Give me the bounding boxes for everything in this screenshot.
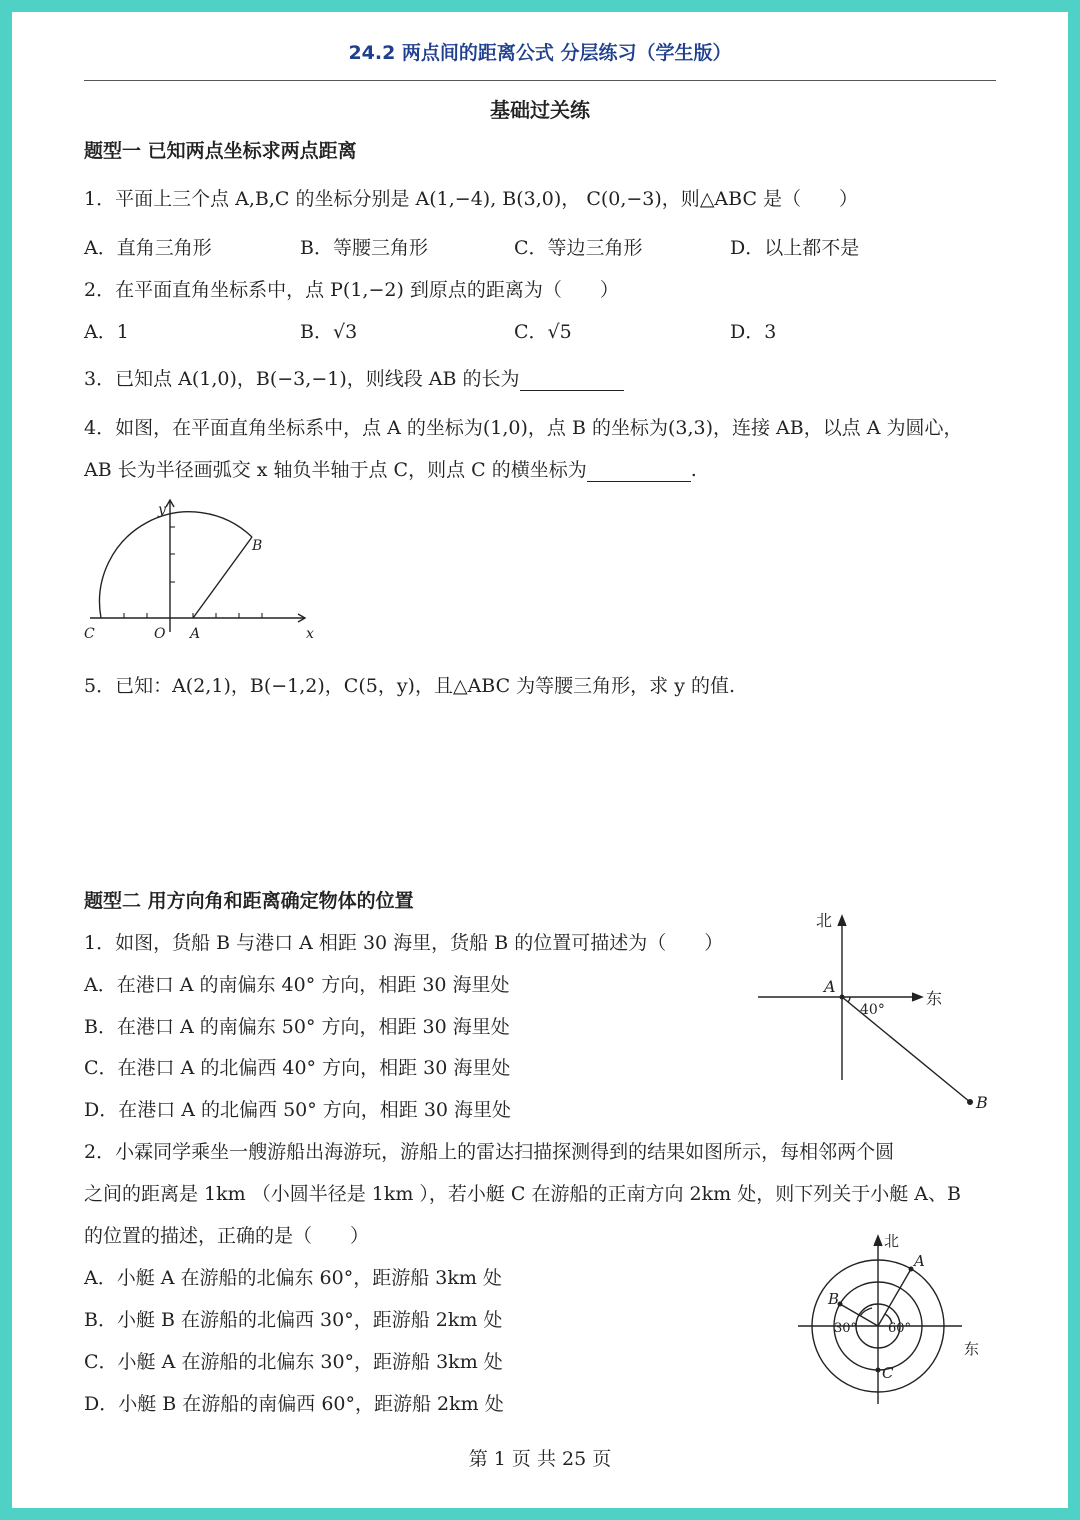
angle-label: 40° xyxy=(860,1002,885,1018)
segment-ab xyxy=(193,537,252,618)
type1-q3 xyxy=(84,364,624,391)
point-a-dot xyxy=(840,995,845,1000)
point-a-label: A xyxy=(914,1252,925,1270)
type1-q1-text: 1．平面上三个点 A,B,C 的坐标分别是 A(1,−4), B(3,0)， C(0,−3)，则△ABC 是（ ） xyxy=(84,188,859,210)
north-label: 北 xyxy=(884,1232,900,1250)
type2-q2-line2: 之间的距离是 1km （小圆半径是 1km ），若小艇 C 在游船的正南方向 2km 处，则下列关于小艇 A、B xyxy=(84,1183,961,1205)
point-c-label: C xyxy=(882,1364,894,1382)
x-label: x xyxy=(306,626,314,642)
north-arrow xyxy=(838,916,846,926)
type1-q2-option-d: D．3 xyxy=(730,321,777,343)
type1-q4-line2-end: . xyxy=(690,459,697,481)
type1-q4-line1: 4．如图，在平面直角坐标系中，点 A 的坐标为(1,0)，点 B 的坐标为(3,3)，连接 AB，以点 A 为圆心， xyxy=(84,417,963,439)
type2-title: 题型二 用方向角和距离确定物体的位置 xyxy=(84,890,414,912)
type2-q2-option-c: C．小艇 A 在游船的北偏东 30°，距游船 3km 处 xyxy=(84,1351,503,1373)
type2-q1-text: 1．如图，货船 B 与港口 A 相距 30 海里，货船 B 的位置可描述为（ ） xyxy=(84,932,724,954)
type1-q3-text: 3．已知点 A(1,0)，B(−3,−1)，则线段 AB 的长为 xyxy=(84,368,520,390)
type1-q1-option-d: D．以上都不是 xyxy=(730,237,860,259)
north-label: 北 xyxy=(816,911,833,930)
point-b-label: B xyxy=(976,1093,988,1112)
type1-q5-text: 5．已知：A(2,1)，B(−1,2)，C(5，y)，且△ABC 为等腰三角形，求 y 的值. xyxy=(84,675,736,697)
header-divider xyxy=(84,80,996,81)
type2-q1-figure xyxy=(750,902,1000,1117)
point-c-label: C xyxy=(84,626,95,642)
north-arrow xyxy=(874,1236,882,1246)
point-b-dot xyxy=(967,1099,973,1105)
type1-q1-option-b: B．等腰三角形 xyxy=(300,237,428,259)
section-title: 基础过关练 xyxy=(490,98,590,122)
point-a-dot xyxy=(909,1267,914,1272)
type2-q2-line1: 2．小霖同学乘坐一艘游船出海游玩，游船上的雷达扫描探测得到的结果如图所示，每相邻两个圆 xyxy=(84,1141,895,1163)
page-header-title: 24.2 两点间的距离公式 分层练习（学生版） xyxy=(348,42,732,64)
worksheet-page xyxy=(12,12,1068,1508)
angle-arc xyxy=(848,997,850,1002)
type2-q2-option-d: D．小艇 B 在游船的南偏西 60°，距游船 2km 处 xyxy=(84,1393,504,1415)
point-b-label: B xyxy=(828,1290,840,1308)
type2-q1-option-c: C．在港口 A 的北偏西 40° 方向，相距 30 海里处 xyxy=(84,1057,511,1079)
type2-q1-option-b: B．在港口 A 的南偏东 50° 方向，相距 30 海里处 xyxy=(84,1016,510,1038)
type1-title: 题型一 已知两点坐标求两点距离 xyxy=(84,140,357,162)
page-footer: 第 1 页 共 25 页 xyxy=(468,1448,612,1470)
y-label: y xyxy=(158,502,166,518)
type1-q4-line2-text: AB 长为半径画弧交 x 轴负半轴于点 C，则点 C 的横坐标为 xyxy=(84,459,587,481)
point-b-label: B xyxy=(252,538,263,554)
point-a-label: A xyxy=(824,977,836,996)
type2-q2-option-a: A．小艇 A 在游船的北偏东 60°，距游船 3km 处 xyxy=(84,1267,502,1289)
origin-label: O xyxy=(154,626,166,642)
type2-q2-line3: 的位置的描述，正确的是（ ） xyxy=(84,1225,370,1247)
type1-q2-option-b: B．√3 xyxy=(300,321,358,343)
arc xyxy=(100,512,252,618)
east-label: 东 xyxy=(926,989,943,1008)
axis-ticks xyxy=(124,527,262,618)
type1-q1-option-a: A．直角三角形 xyxy=(84,237,212,259)
angle-left-label: 30° xyxy=(834,1321,858,1336)
bearing-a xyxy=(878,1269,911,1326)
type2-q2-option-b: B．小艇 B 在游船的北偏西 30°，距游船 2km 处 xyxy=(84,1309,503,1331)
east-label: 东 xyxy=(964,1340,980,1358)
east-arrow xyxy=(912,993,922,1001)
type2-q1-option-d: D．在港口 A 的北偏西 50° 方向，相距 30 海里处 xyxy=(84,1099,512,1121)
type2-q1-option-a: A．在港口 A 的南偏东 40° 方向，相距 30 海里处 xyxy=(84,974,510,996)
type1-q4-line2 xyxy=(84,455,697,482)
type2-q2-figure xyxy=(790,1224,990,1409)
type1-q2-text: 2．在平面直角坐标系中，点 P(1,−2) 到原点的距离为（ ） xyxy=(84,279,619,301)
answer-blank xyxy=(587,463,691,482)
type1-q4-figure xyxy=(80,492,320,642)
type1-q1-option-c: C．等边三角形 xyxy=(514,237,643,259)
point-a-label: A xyxy=(190,626,201,642)
type1-q2-option-c: C．√5 xyxy=(514,321,572,343)
point-c-dot xyxy=(876,1368,881,1373)
type1-q2-option-a: A．1 xyxy=(84,321,129,343)
answer-blank xyxy=(520,372,624,391)
angle-right-label: 60° xyxy=(888,1321,912,1336)
